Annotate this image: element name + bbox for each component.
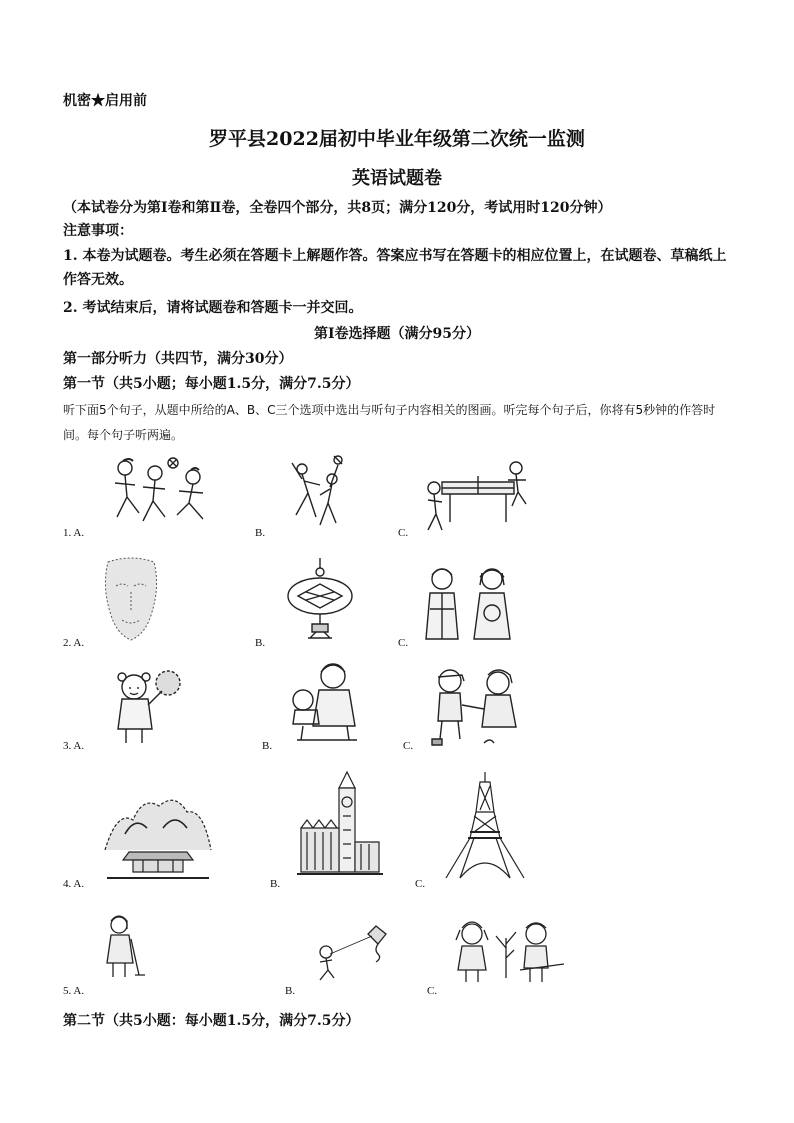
girl-sweeping-icon xyxy=(103,915,147,981)
instructions: 听下面5个句子，从题中所给的A、B、C三个选项中选出与听句子内容相关的图画。听完每个句子后，你将有5秒钟的作答时间。每个句子听两遍。 xyxy=(63,403,716,442)
eiffel-tower-icon xyxy=(440,772,530,882)
mountain-temple-icon xyxy=(103,790,213,882)
football-players-icon xyxy=(105,455,215,530)
q3-label-a: 3. A. xyxy=(63,740,85,752)
q3-label-c: C. xyxy=(403,740,414,752)
notice-item-2: 2. 考试结束后，请将试题卷和答题卡一并交回。 xyxy=(63,300,363,316)
q5-label-a: 5. A. xyxy=(63,985,85,997)
q1-label-b: B. xyxy=(255,527,266,539)
girl-with-flowers-icon xyxy=(108,665,190,747)
basketball-players-icon xyxy=(280,455,355,530)
q1-label-c: C. xyxy=(398,527,409,539)
children-in-costume-icon xyxy=(418,565,518,643)
chinese-knot-icon xyxy=(280,558,360,643)
q2-label-c: C. xyxy=(398,637,409,649)
big-ben-icon xyxy=(297,772,383,878)
grandmother-with-child-icon xyxy=(283,660,365,745)
boy-flying-kite-icon xyxy=(310,922,390,982)
q2-label-a: 2. A. xyxy=(63,637,85,649)
q2-label-b: B. xyxy=(255,637,266,649)
notice-heading: 注意事项： xyxy=(63,223,133,239)
part1-title: 第一部分听力（共四节，满分30分） xyxy=(63,351,293,367)
q5-label-c: C. xyxy=(427,985,438,997)
q1-label-a: 1. A. xyxy=(63,527,85,539)
q4-label-b: B. xyxy=(270,878,281,890)
two-children-talking-icon xyxy=(428,665,526,750)
sub2-title: 第二节（共5小题：每小题1.5分，满分7.5分） xyxy=(63,1013,360,1029)
q3-label-b: B. xyxy=(262,740,273,752)
q4-label-c: C. xyxy=(415,878,426,890)
mask-icon xyxy=(100,556,162,642)
q4-label-a: 4. A. xyxy=(63,878,85,890)
sub1-title: 第一节（共5小题；每小题1.5分，满分7.5分） xyxy=(63,376,360,392)
section1-title: 第Ⅰ卷选择题（满分95分） xyxy=(313,326,481,342)
exam-title: 罗平县2022届初中毕业年级第二次统一监测 xyxy=(209,128,585,150)
notice-item-1: 1. 本卷为试题卷。考生必须在答题卡上解题作答。答案应书写在答题卡的相应位置上，在试题卷、草稿纸上作答无效。 xyxy=(63,248,727,288)
q5-label-b: B. xyxy=(285,985,296,997)
confidential-label: 机密★启用前 xyxy=(63,93,147,109)
children-planting-tree-icon xyxy=(448,918,566,984)
exam-subtitle: 英语试题卷 xyxy=(352,168,442,189)
exam-note: （本试卷分为第Ⅰ卷和第Ⅱ卷，全卷四个部分，共8页；满分120分，考试用时120分钟） xyxy=(63,200,612,216)
ping-pong-players-icon xyxy=(420,458,535,533)
